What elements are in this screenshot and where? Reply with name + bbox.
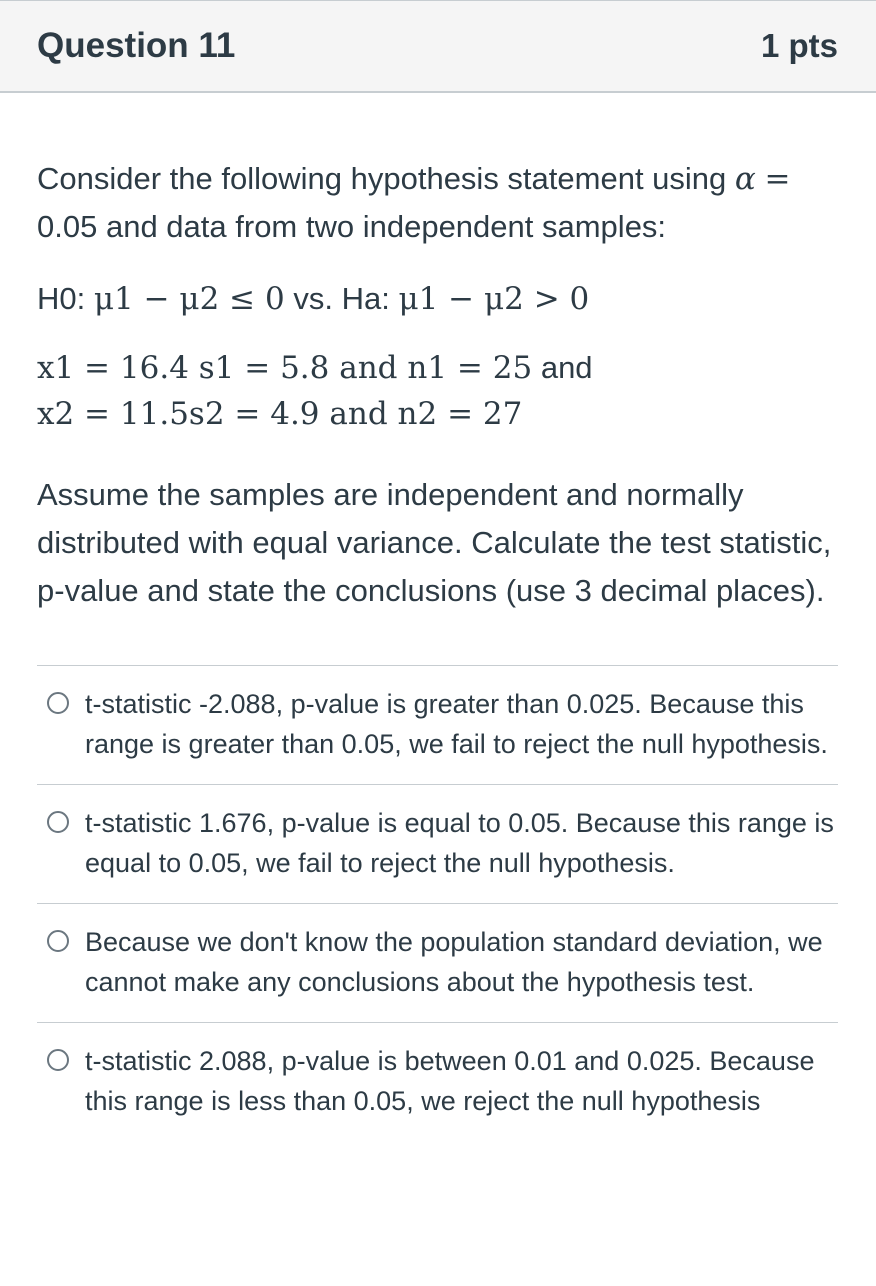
alpha-symbol: α xyxy=(734,161,756,197)
alpha-value: 0.05 xyxy=(37,209,98,244)
answer-label: t-statistic -2.088, p-value is greater than 0.025. Because this range is greater than 0.05, we fail to reject the null hypothesis. xyxy=(85,689,828,759)
answer-option-3[interactable] xyxy=(37,904,838,1023)
question-prompt xyxy=(37,155,838,251)
sample-1-line xyxy=(37,345,838,391)
radio-button[interactable] xyxy=(47,692,69,714)
prompt-intro: Consider the following hypothesis statement using xyxy=(37,161,727,196)
hypothesis-statement xyxy=(37,275,838,323)
question-points: 1 pts xyxy=(760,27,838,64)
answer-option-4[interactable] xyxy=(37,1023,838,1141)
radio-button[interactable] xyxy=(47,1049,69,1071)
radio-button[interactable] xyxy=(47,811,69,833)
answer-option-1[interactable] xyxy=(37,666,838,785)
answer-list xyxy=(37,665,838,1141)
sample-1-stats: x1 = 16.4 s1 = 5.8 and n1 = 25 xyxy=(37,350,533,386)
question-assumption: Assume the samples are independent and normally distributed with equal variance. Calculate the test statistic, p-value and state the conclusions (use 3 decimal places). xyxy=(37,477,832,608)
sample-1-and: and xyxy=(540,350,593,385)
answer-label: t-statistic 1.676, p-value is equal to 0.05. Because this range is equal to 0.05, we fail to reject the null hypothesis. xyxy=(85,808,834,878)
sample-2-stats: x2 = 11.5s2 = 4.9 and n2 = 27 xyxy=(37,396,523,432)
sample-data xyxy=(37,345,838,437)
ha-expression: μ1 − μ2 > 0 xyxy=(398,281,590,317)
h0-expression: μ1 − μ2 ≤ 0 xyxy=(93,281,285,317)
equals-sign: = xyxy=(764,161,791,197)
answer-label: Because we don't know the population standard deviation, we cannot make any conclusions about the hypothesis test. xyxy=(85,927,823,997)
question-header xyxy=(0,0,876,93)
question-body xyxy=(0,155,876,1141)
prompt-intro-rest: and data from two independent samples: xyxy=(105,209,667,244)
answer-label: t-statistic 2.088, p-value is between 0.01 and 0.025. Because this range is less than 0.05, we reject the null hypothesis xyxy=(85,1046,815,1116)
vs-label: vs. Ha: xyxy=(293,281,390,316)
radio-button[interactable] xyxy=(47,930,69,952)
question-title: Question 11 xyxy=(37,26,236,65)
h0-label: H0: xyxy=(37,281,86,316)
answer-option-2[interactable] xyxy=(37,785,838,904)
sample-2-line xyxy=(37,391,838,437)
